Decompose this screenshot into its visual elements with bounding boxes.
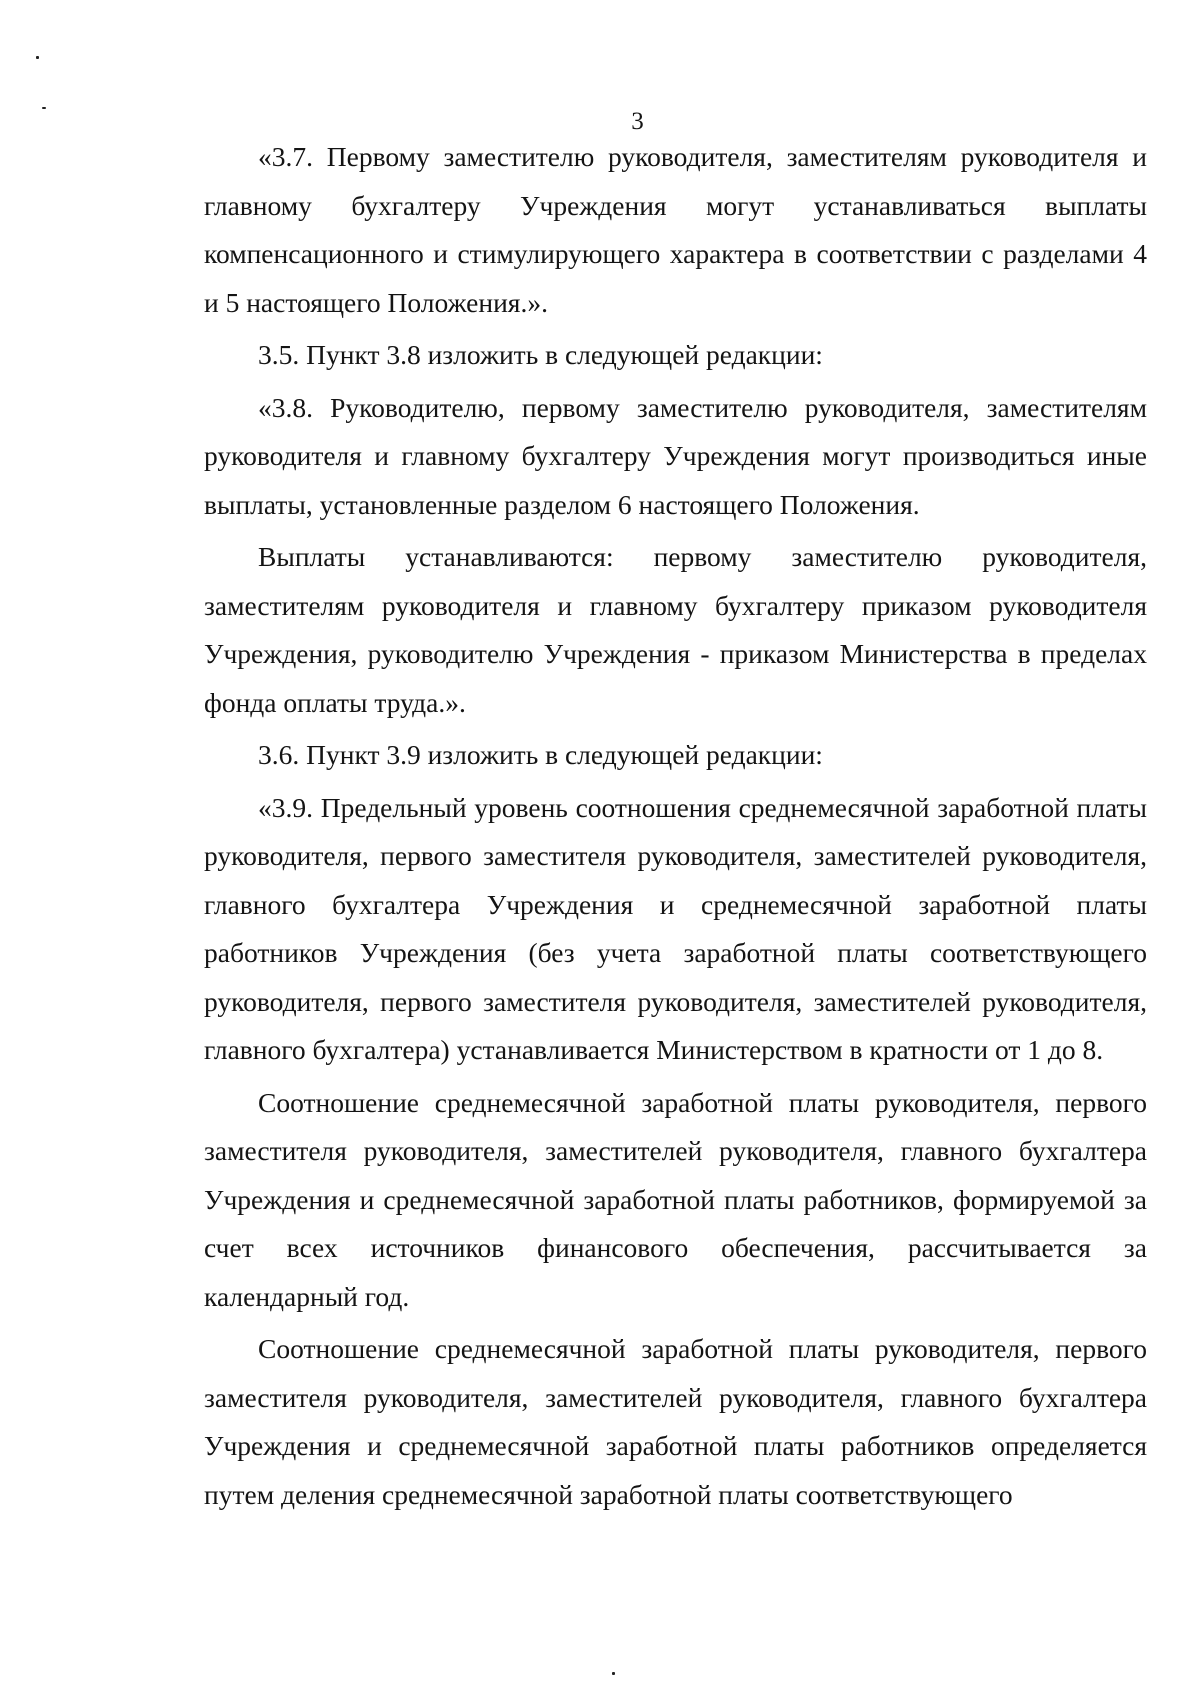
scan-artifact xyxy=(612,1672,615,1675)
paragraph: Соотношение среднемесячной заработной платы руководителя, первого заместителя руководителя, заместителей руководителя, главного бухгалтера Учреждения и среднемесячной заработной платы работников, формируемой за счет всех источников финансового обеспечения, рассчитывается за календарный год. xyxy=(204,1086,1147,1312)
paragraph: 3.5. Пункт 3.8 изложить в следующей редакции: xyxy=(258,339,823,370)
paragraph: «3.9. Предельный уровень соотношения среднемесячной заработной платы руководителя, первого заместителя руководителя, заместителей руководителя, главного бухгалтера Учреждения и среднемесячной заработной платы работников Учреждения (без учета заработной платы соответствующего руководителя, первого заместителя руководителя, заместителей руководителя, главного бухгалтера) устанавливается Министерством в кратности от 1 до 8. xyxy=(204,791,1147,1065)
paragraph: «3.8. Руководителю, первому заместителю руководителя, заместителям руководителя и главному бухгалтеру Учреждения могут производиться иные выплаты, установленные разделом 6 настоящего Положения. xyxy=(204,391,1147,520)
page-number: 3 xyxy=(631,108,644,135)
paragraph: Соотношение среднемесячной заработной платы руководителя, первого заместителя руководителя, заместителей руководителя, главного бухгалтера Учреждения и среднемесячной заработной платы работников определяется путем деления среднемесячной заработной платы соответствующего xyxy=(204,1333,1147,1510)
paragraph: «3.7. Первому заместителю руководителя, заместителям руководителя и главному бухгалтеру Учреждения могут устанавливаться выплаты компенсационного и стимулирующего характера в соответствии с разделами 4 и 5 настоящего Положения.». xyxy=(204,141,1147,318)
scan-artifact xyxy=(36,56,39,59)
scan-artifact xyxy=(42,107,46,109)
document-body xyxy=(204,133,1147,1519)
paragraph: 3.6. Пункт 3.9 изложить в следующей редакции: xyxy=(258,739,823,770)
paragraph: Выплаты устанавливаются: первому заместителю руководителя, заместителям руководителя и главному бухгалтеру приказом руководителя Учреждения, руководителю Учреждения - приказом Министерства в пределах фонда оплаты труда.». xyxy=(204,541,1147,718)
